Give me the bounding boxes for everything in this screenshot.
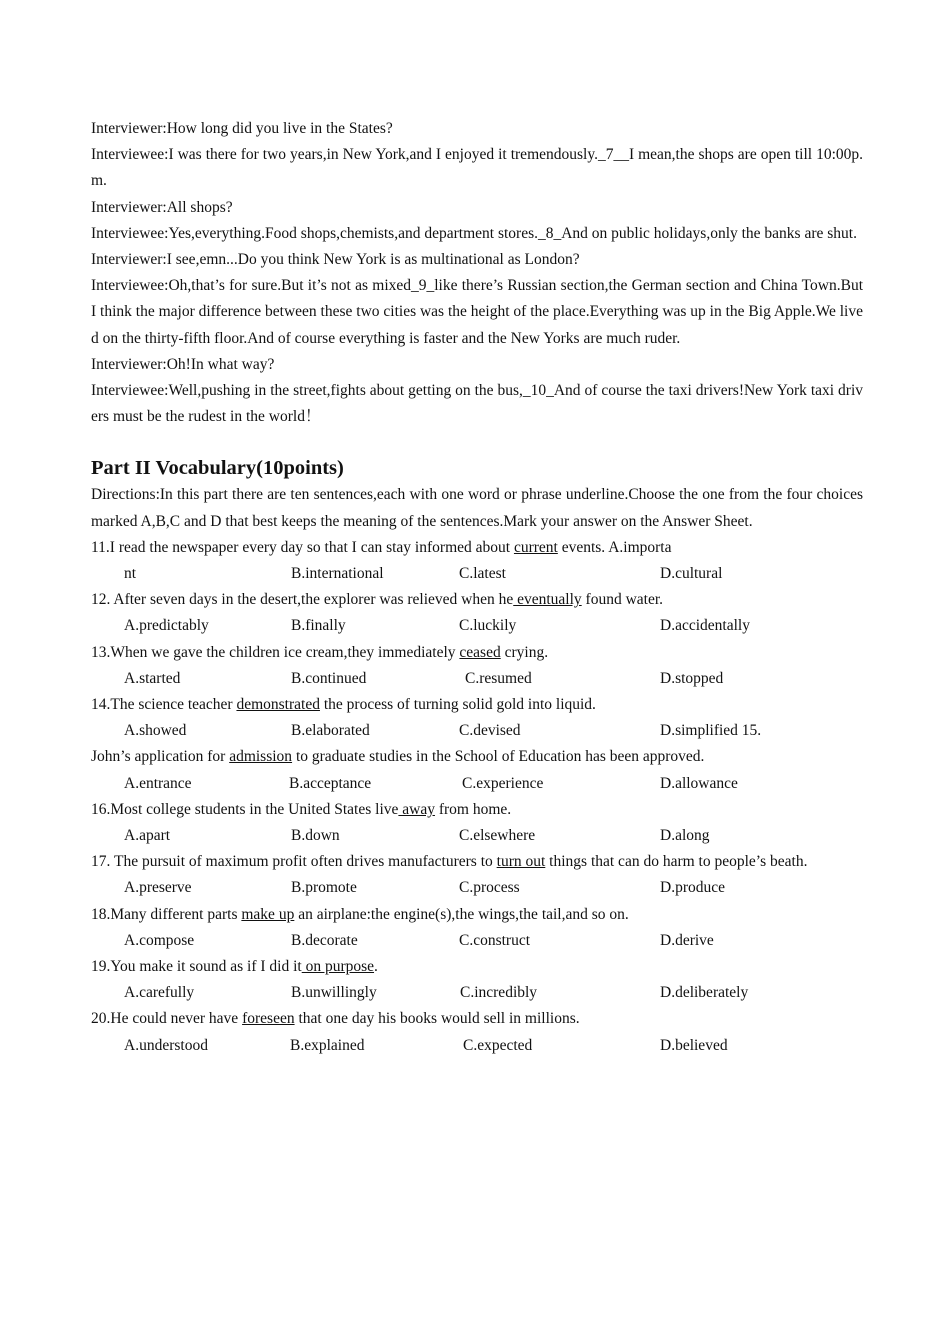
question-item [91, 692, 863, 718]
answer-options [91, 666, 863, 692]
option-c: C.elsewhere [459, 827, 536, 844]
option-d: D.accidentally [660, 617, 750, 635]
option-d: D.produce [660, 879, 725, 897]
question-text: 20.He could never have [91, 1010, 243, 1028]
option-a: A.showed [124, 722, 187, 740]
question-text: 18.Many different parts [91, 905, 242, 923]
option-a: A.compose [124, 931, 195, 949]
answer-options [91, 718, 863, 744]
underlined-word: away [398, 800, 435, 818]
question-text: John’s application for [91, 748, 230, 766]
option-a: A.understood [124, 1036, 208, 1054]
option-c: C.construct [459, 931, 531, 949]
option-b: B.explained [290, 1036, 365, 1054]
question-text: 16.Most college students in the United States live [91, 800, 399, 818]
option-b: B.finally [291, 617, 346, 635]
option-a: A.started [124, 669, 181, 687]
option-b: B.continued [291, 669, 367, 687]
question-text: crying. [500, 643, 549, 661]
answer-options [91, 613, 863, 639]
option-c: C.luckily [459, 617, 517, 635]
question-text: the process of turning solid gold into liquid. [319, 696, 596, 714]
dialogue-line: Interviewee:Oh,that’s for sure.But it’s not as mixed_9_like there’s Russian section,the German section and China Town.But I think the major difference between these two cities was the height of the place.Everything was up in the Big Apple.We lived on the thirty-fifth floor.And of course everything is faster and the New Yorks are much ruder. [91, 277, 863, 347]
question-text: 19.You make it sound as if I did it [91, 957, 302, 975]
option-a: nt [124, 565, 137, 583]
question-item [91, 902, 863, 928]
option-a: A.preserve [124, 879, 192, 897]
option-b: B.down [291, 827, 340, 844]
question-item [91, 587, 863, 613]
underlined-word: make up [241, 905, 295, 923]
question-item [91, 1006, 863, 1032]
dialogue-line: Interviewee:Yes,everything.Food shops,chemists,and department stores._8_And on public holidays,only the banks are shut. [91, 224, 857, 242]
question-text: 12. After seven days in the desert,the explorer was relieved when he [91, 591, 514, 609]
question-text: 14.The science teacher [91, 696, 237, 714]
option-b: B.elaborated [291, 722, 370, 740]
dialogue-line: Interviewer:All shops? [91, 198, 233, 216]
underlined-word: demonstrated [236, 696, 320, 714]
underlined-word: ceased [459, 643, 501, 661]
question-item [91, 797, 863, 823]
option-a: A.carefully [124, 984, 195, 1002]
question-item [91, 954, 863, 980]
option-d: D.derive [660, 931, 714, 949]
option-d: D.deliberately [660, 984, 749, 1002]
question-text: found water. [581, 591, 664, 609]
dialogue-line: Interviewer:I see,emn...Do you think New York is as multinational as London? [91, 251, 580, 269]
option-b: B.international [291, 565, 384, 583]
option-d: D.stopped [660, 669, 724, 687]
answer-options [91, 771, 863, 797]
option-c: C.latest [459, 565, 506, 583]
question-text: from home. [434, 800, 512, 818]
option-d: D.cultural [660, 565, 723, 583]
dialogue-line: Interviewer:Oh!In what way? [91, 355, 275, 373]
underlined-word: eventually [513, 591, 582, 609]
question-text: an airplane:the engine(s),the wings,the tail,and so on. [294, 905, 629, 923]
option-d: D.along [660, 827, 710, 844]
document-page [91, 116, 863, 1059]
option-c: C.experience [462, 774, 544, 792]
answer-options [91, 928, 863, 954]
question-item [91, 535, 863, 561]
option-c: C.process [459, 879, 520, 897]
question-item [91, 849, 863, 875]
section-directions: Directions:In this part there are ten sentences,each with one word or phrase underline.Choose the one from the four choices marked A,B,C and D that best keeps the meaning of the sentences.Mark your answer on the Answer Sheet. [91, 486, 863, 530]
option-a: A.predictably [124, 617, 209, 635]
option-c: C.resumed [465, 669, 532, 687]
dialogue-line: Interviewee:I was there for two years,in New York,and I enjoyed it tremendously._7__I mean,the shops are open till 10:00p.m. [91, 146, 863, 190]
option-c: C.devised [459, 722, 521, 740]
option-a: A.apart [124, 827, 171, 844]
answer-options [91, 561, 863, 587]
option-b: B.unwillingly [291, 984, 377, 1002]
question-text: that one day his books would sell in millions. [294, 1010, 580, 1028]
question-text: 11.I read the newspaper every day so that I can stay informed about [91, 538, 514, 556]
question-list [91, 535, 863, 1059]
answer-options [91, 823, 863, 849]
question-text: to graduate studies in the School of Education has been approved. [292, 748, 705, 766]
question-text: things that can do harm to people’s beath. [545, 853, 808, 871]
underlined-word: on purpose [301, 957, 375, 975]
underlined-word: turn out [496, 853, 546, 871]
option-d: D.simplified 15. [660, 722, 762, 740]
question-text: . [374, 957, 378, 975]
dialogue-section [91, 116, 863, 430]
section-heading: Part II Vocabulary(10points) [91, 457, 344, 480]
question-item [91, 744, 863, 770]
option-a: A.entrance [124, 774, 192, 792]
underlined-word: admission [229, 748, 293, 766]
question-item [91, 640, 863, 666]
option-d: D.allowance [660, 774, 738, 792]
answer-options [91, 980, 863, 1006]
option-b: B.decorate [291, 931, 358, 949]
option-b: B.acceptance [289, 774, 372, 792]
option-c: C.incredibly [460, 984, 538, 1002]
question-text: events. A.importa [557, 538, 672, 556]
dialogue-line: Interviewee:Well,pushing in the street,fights about getting on the bus,_10_And of course the taxi drivers!New York taxi drivers must be the rudest in the world！ [91, 382, 863, 426]
answer-options [91, 1033, 863, 1059]
option-d: D.believed [660, 1036, 728, 1054]
option-c: C.expected [463, 1036, 533, 1054]
question-text: 17. The pursuit of maximum profit often drives manufacturers to [91, 853, 497, 871]
answer-options [91, 875, 863, 901]
option-b: B.promote [291, 879, 357, 897]
underlined-word: current [513, 538, 558, 556]
question-text: 13.When we gave the children ice cream,they immediately [91, 643, 460, 661]
underlined-word: foreseen [242, 1010, 295, 1028]
dialogue-line: Interviewer:How long did you live in the States? [91, 120, 393, 137]
